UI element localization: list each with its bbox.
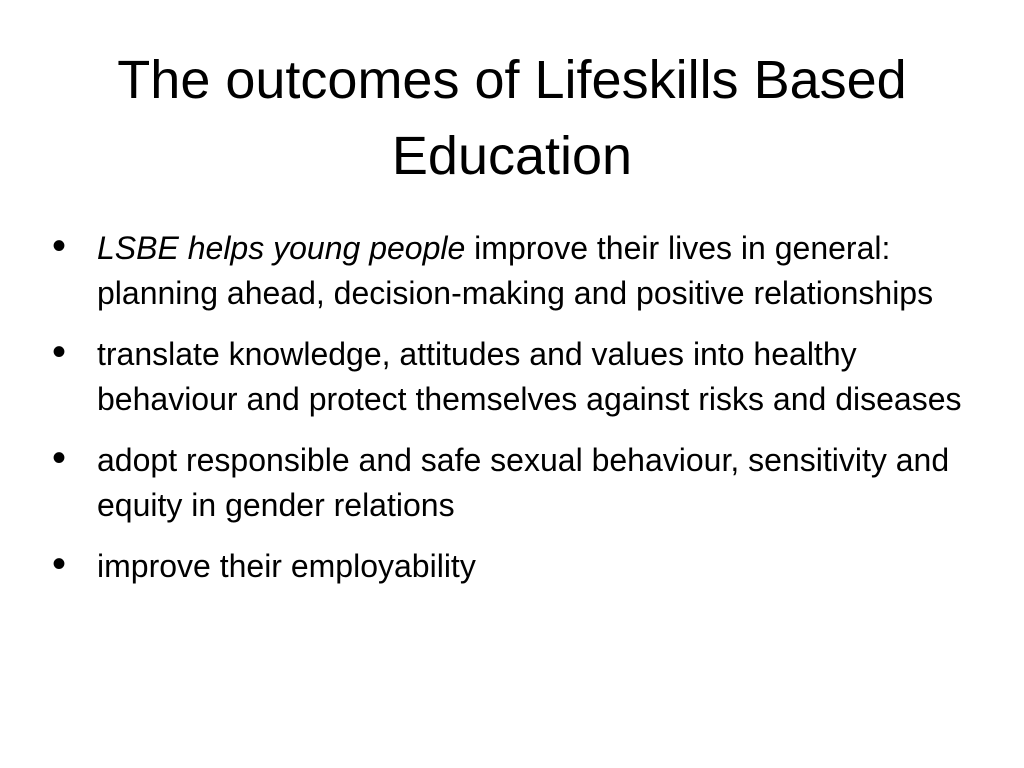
slide-title-line-1: The outcomes of Lifeskills Based (117, 50, 907, 110)
bullet-4-text: improve their employability (97, 548, 476, 584)
bullet-icon: • (52, 330, 67, 374)
bullet-2-text: translate knowledge, attitudes and values into healthy behaviour and protect themselves against risks and diseases (97, 336, 962, 417)
bullet-item-3 (0, 438, 1024, 528)
bullet-icon: • (52, 542, 67, 586)
slide-title (0, 42, 1024, 194)
bullet-icon: • (52, 224, 67, 268)
bullet-item-1 (0, 226, 1024, 316)
bullet-1-italic-text: LSBE helps young people (97, 230, 466, 266)
bullet-item-2 (0, 332, 1024, 422)
bullet-icon: • (52, 436, 67, 480)
bullet-3-text: adopt responsible and safe sexual behaviour, sensitivity and equity in gender relations (97, 442, 950, 523)
bullet-1-text: improve their lives in general: planning ahead, decision-making and positive relationships (97, 230, 934, 311)
bullet-list (0, 226, 1024, 605)
bullet-item-4 (0, 544, 1024, 589)
slide-title-line-2: Education (391, 126, 633, 186)
